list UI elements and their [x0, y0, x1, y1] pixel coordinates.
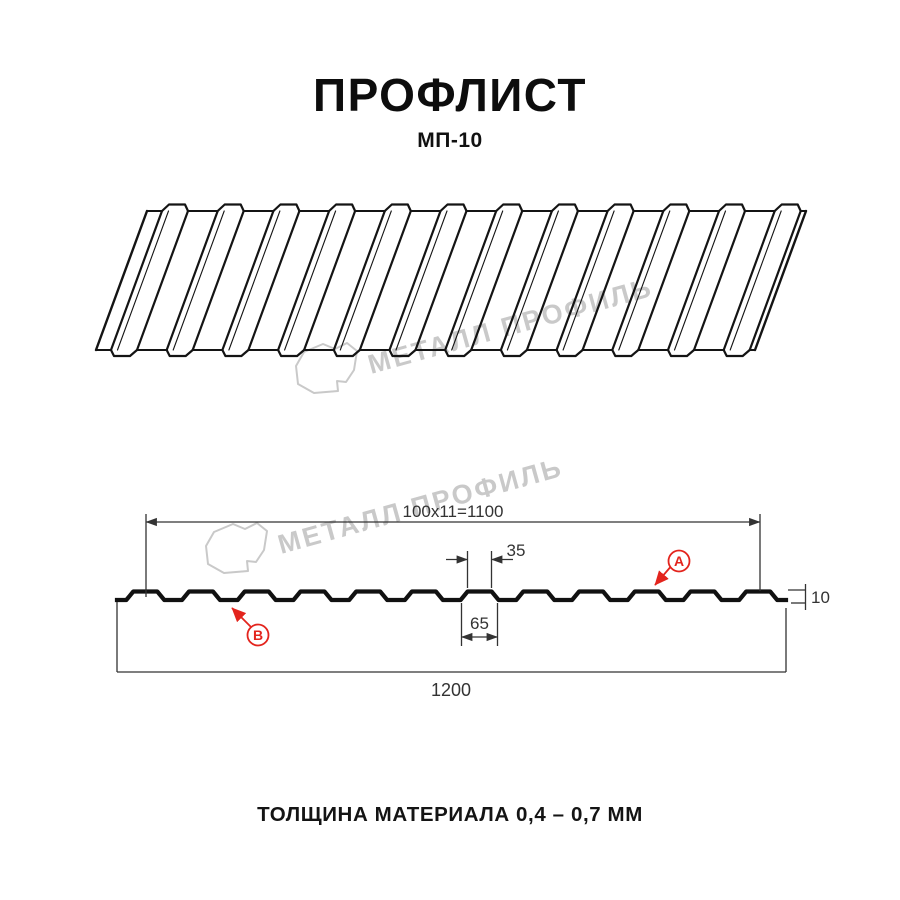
dimension-rib-base-label: 65	[470, 614, 489, 633]
dimension-span	[146, 502, 760, 597]
dimension-span-label: 100x11=1100	[402, 502, 504, 521]
sheet-3d-view	[96, 205, 806, 357]
page-subtitle: МП-10	[417, 129, 483, 152]
callout-a-label: A	[673, 553, 685, 569]
dimension-rib-top-label: 35	[506, 541, 526, 560]
thickness-note: ТОЛЩИНА МАТЕРИАЛА 0,4 – 0,7 ММ	[257, 803, 643, 826]
callout-b-label: B	[252, 627, 264, 643]
callout-a	[655, 551, 690, 586]
watermark-text: МЕТАЛЛ ПРОФИЛЬ	[364, 272, 657, 380]
dimension-rib-top	[446, 541, 525, 588]
watermark	[296, 272, 656, 393]
dimension-height-label: 10	[811, 588, 830, 607]
callout-b	[232, 608, 269, 646]
dimension-rib-base	[462, 603, 498, 646]
cross-section-view	[117, 502, 830, 700]
dimension-width-label: 1200	[430, 680, 472, 700]
cross-section-profile	[117, 592, 786, 601]
dimension-width	[117, 602, 786, 700]
page-title: ПРОФЛИСТ	[313, 69, 587, 121]
dimension-height	[788, 584, 830, 610]
